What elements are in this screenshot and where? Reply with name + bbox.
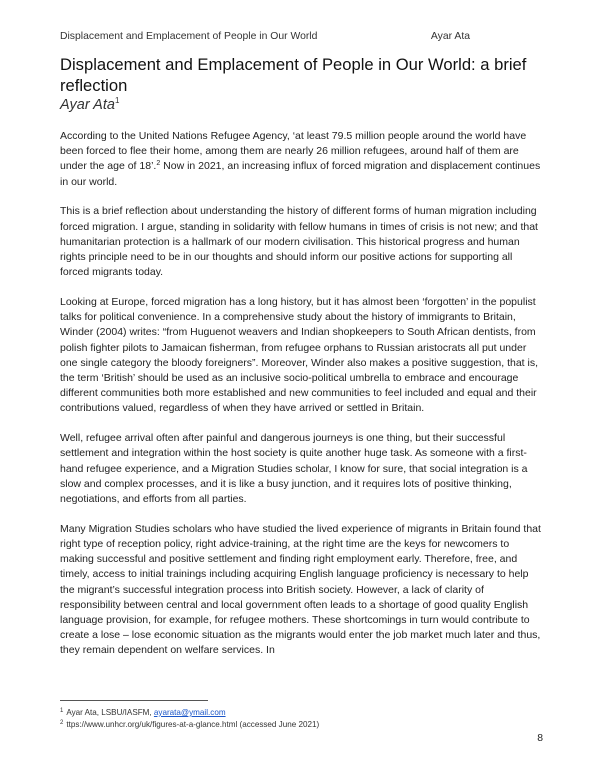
paragraph-1 (60, 129, 544, 190)
paragraph-5: Many Migration Studies scholars who have studied the lived experience of migrants in Britain found that right type of reception policy, right advice-training, at the right time are the keys for newcomers to making successful and positive settlement and finding right employment early. Therefore, free, and timely, access to initial trainings including acquiring English language proficiency is necessary to help the migrant’s successful integration process into British society. However, a lack of clarity of responsibility between central and local government often leads to a shortage of good quality English language provision, for example, for refugee mothers. These shortcomings in turn would contribute to create a lose – lose economic situation as the migrants would enter the job market much later and thus, they remain dependent on welfare services. In (60, 522, 541, 657)
footnote-2-text: ttps://www.unhcr.org/uk/figures-at-a-glance.html (accessed June 2021) (66, 720, 320, 729)
running-title: Displacement and Emplacement of People in Our World (60, 31, 318, 42)
article-byline (60, 96, 119, 113)
footnote-1 (60, 706, 540, 718)
paragraph-1-text-b: Now in 2021, an increasing influx of forced migration and displacement continues in our world. (60, 160, 541, 188)
footnote-divider (60, 700, 208, 701)
paragraph-1-text-a: According to the United Nations Refugee Agency, ‘at least 79.5 million people around the world have been forced to flee their home, among them are nearly 26 million refugees, around half of them are under the age of 18’. (60, 130, 527, 173)
author-footnote-mark[interactable]: 1 (114, 96, 120, 105)
article-body (60, 129, 544, 673)
footnote-2 (60, 718, 540, 730)
author-name: Ayar Ata (60, 97, 115, 113)
paragraph-4: Well, refugee arrival often after painful and dangerous journeys is one thing, but their successful settlement and integration within the host society is quite another huge task. As someone with a first-hand refugee experience, and a Migration Studies scholar, I know for sure, that social integration is a slow and complex processes, and it is like a busy junction, and it requires lots of positive thinking, negotiations, and efforts from all parties. (60, 432, 528, 506)
paragraph-3: Looking at Europe, forced migration has a long history, but it has almost been ‘forgotten’ in the populist talks for political convenience. In a comprehensive study about the history of immigrants to Britain, Winder (2004) writes: “from Huguenot weavers and Indian shopkeepers to South African dentists, from polish fighter pilots to Jamaican fisherman, from refugee orphans to Russian aristocrats all put under one single category the bloody foreigners”. Moreover, Winder also makes a positive suggestion, that is, the term ‘British’ should be used as an inclusive socio-political umbrella to embrace and encourage different communities both more established and new communities to feel included and equal and their contributions valued, regardless of when they have arrived or settled in Britain. (60, 296, 539, 415)
footnote-1-mark: 1 (60, 708, 64, 714)
footnotes (60, 706, 540, 730)
running-header (60, 31, 528, 42)
footnote-2-mark: 2 (60, 720, 64, 726)
page-number: 8 (537, 733, 543, 744)
article-title: Displacement and Emplacement of People in Our World: a brief reflection (60, 55, 527, 95)
footnote-1-text: Ayar Ata, LSBU/IASFM, (66, 708, 154, 717)
footnote-mark-2[interactable]: 2 (156, 160, 161, 168)
running-author: Ayar Ata (430, 31, 470, 42)
paragraph-2: This is a brief reflection about understanding the history of different forms of human migration including forced migration. I argue, standing in solidarity with fellow humans in times of crisis is not new; and that humanitarian protection is a hallmark of our modern civilisation. This historical progress and human rights principle need to be in our thoughts and should inform our positive actions for supporting all forced migrants today. (60, 205, 538, 279)
author-email-link[interactable]: ayarata@ymail.com (153, 708, 226, 717)
